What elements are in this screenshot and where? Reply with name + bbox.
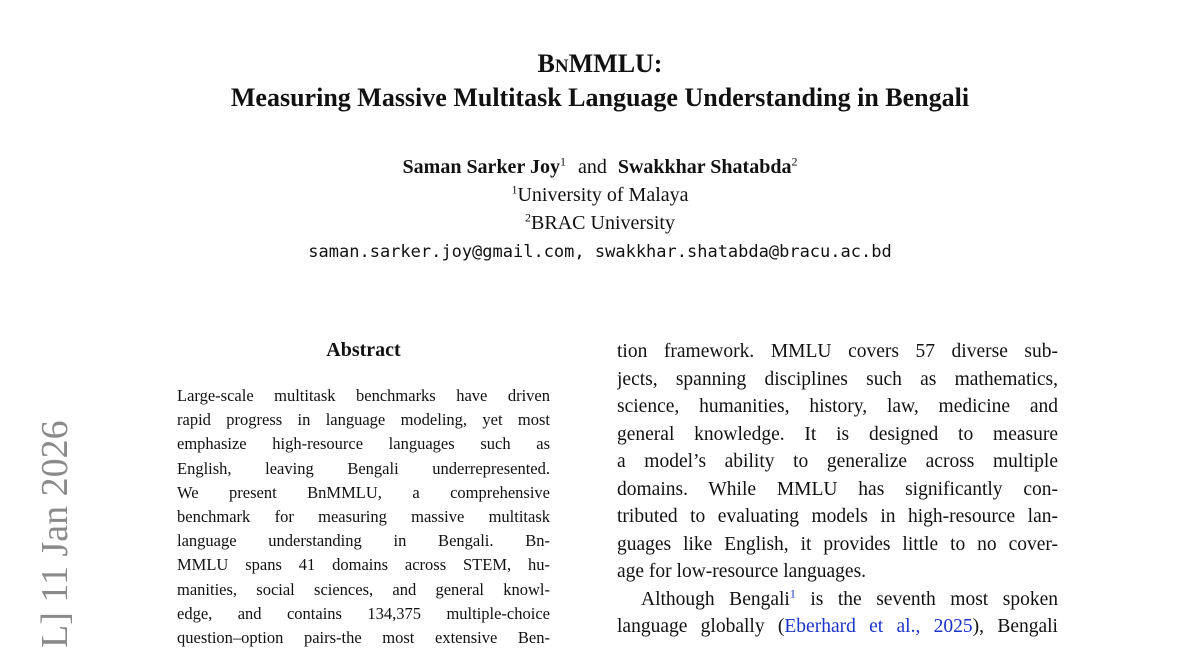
paper-title-line1: [0, 48, 1200, 83]
body-line: domains. While MMLU has significantly con-: [617, 478, 1058, 500]
para2-start: Although Bengali: [641, 588, 790, 610]
body-line: a model’s ability to generalize across multiple: [617, 451, 1058, 472]
abstract-line: rapid progress in language modeling, yet most: [177, 410, 550, 430]
body-line: tion framework. MMLU covers 57 diverse sub-: [617, 341, 1058, 362]
author-name-2: Swakkhar Shatabda: [617, 156, 792, 178]
body-line: general knowledge. It is designed to measure: [617, 423, 1058, 445]
affiliation-sup-1: 1: [511, 182, 518, 197]
abstract-line: emphasize high-resource languages such as: [177, 434, 550, 454]
arxiv-stamp: L] 11 Jan 2026: [34, 420, 76, 648]
title-letter-b: B: [537, 49, 555, 78]
abstract-line: Large-scale multitask benchmarks have driven: [177, 386, 550, 405]
body-line: age for low-resource languages.: [617, 561, 867, 582]
paper-title-line2: Measuring Massive Multitask Language Understanding in Bengali: [230, 83, 970, 112]
citation-pre: language globally (: [617, 616, 785, 637]
affiliation-1: [0, 182, 1200, 208]
abstract-line: We present BnMMLU, a comprehensive: [177, 482, 550, 502]
body-line: jects, spanning disciplines such as mathematics,: [617, 368, 1058, 390]
affiliation-2: [0, 210, 1200, 236]
author-conjunction: and: [577, 156, 607, 178]
para2-end: is the seventh most spoken: [795, 588, 1058, 610]
affiliation-name-1: University of Malaya: [517, 184, 689, 206]
author-emails[interactable]: saman.sarker.joy@gmail.com, swakkhar.shatabda@bracu.ac.bd: [308, 242, 892, 262]
affiliation-name-2: BRAC University: [531, 212, 675, 234]
body-line: tributed to evaluating models in high-resource lan-: [617, 506, 1058, 527]
affiliation-sup-2: 2: [525, 210, 532, 225]
abstract-line: question–option pairs-the most extensive Ben-: [177, 627, 550, 647]
citation-link[interactable]: Eberhard et al., 2025: [784, 616, 973, 637]
footnote-link[interactable]: 1: [789, 586, 796, 600]
abstract-line: language understanding in Bengali. Bn-: [177, 531, 550, 551]
title-rest: MMLU:: [568, 49, 663, 78]
abstract-line: manities, social sciences, and general knowl-: [177, 579, 550, 599]
body-line-citation: [617, 613, 1058, 641]
author-sup-1: 1: [559, 154, 566, 169]
abstract-body: [177, 384, 550, 650]
body-line: guages like English, it provides little to no cover-: [617, 533, 1058, 555]
abstract-line: MMLU spans 41 domains across STEM, hu-: [177, 555, 550, 575]
author-sup-2: 2: [791, 154, 798, 169]
abstract-line: benchmark for measuring massive multitask: [177, 506, 550, 526]
body-line: science, humanities, history, law, medicine and: [617, 396, 1058, 417]
author-name-1: Saman Sarker Joy: [402, 156, 560, 178]
citation-post: ), Bengali: [972, 616, 1058, 637]
author-list: [0, 154, 1200, 180]
body-line-para2: [617, 586, 1058, 614]
abstract-line: English, leaving Bengali underrepresented.: [177, 458, 550, 478]
title-letter-n: N: [554, 56, 569, 77]
abstract-line: edge, and contains 134,375 multiple-choice: [177, 603, 550, 623]
body-column-right: [617, 338, 1058, 641]
abstract-heading: Abstract: [326, 339, 401, 361]
